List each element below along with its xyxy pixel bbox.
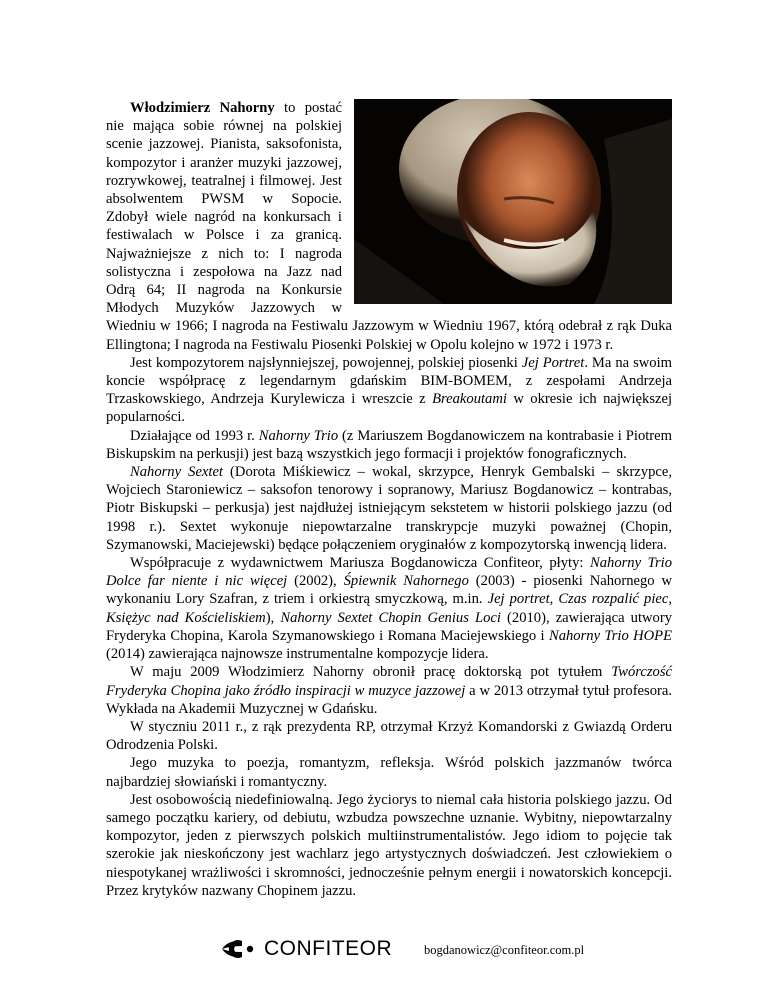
artist-name: Włodzimierz Nahorny (130, 100, 275, 116)
album-title: Nahorny Trio HOPE (548, 627, 673, 644)
footer (220, 934, 585, 964)
text: Jest kompozytorem najsłynniejszej, powojennej, polskiej piosenki (130, 354, 522, 371)
band-name: Nahorny Sextet (130, 464, 223, 481)
text: , (549, 591, 559, 608)
text: . Ma na swoim koncie współpracę z legendarnym gdańskim BIM-BOMEM, z zespołami Andrzeja Trzaskowskiego, Andrzeja Kurylewicza i wreszcie z (106, 354, 672, 408)
band-name: Breakoutami (432, 391, 507, 408)
song-title: Jej portret (487, 591, 550, 608)
text: ), (265, 609, 281, 626)
song-title: Jej Portret (521, 354, 585, 371)
album-title: Nahorny Sextet Chopin Genius Loci (280, 609, 501, 626)
paragraph-sextet (106, 463, 672, 554)
contact-email[interactable]: bogdanowicz@confiteor.com.pl (424, 943, 585, 957)
text: (2010), zawierająca utwory Fryderyka Chopina, Karola Szymanowskiego i Romana Maciejewskiego i (106, 609, 672, 644)
song-title: Księżyc nad Kościeliskiem (106, 609, 266, 626)
portrait-image (354, 99, 672, 304)
text: (2014) zawierająca najnowsze instrumentalne kompozycje lidera. (106, 646, 489, 663)
band-name: Nahorny Trio (258, 427, 339, 444)
paragraph-composer (106, 354, 672, 427)
text: , (668, 591, 673, 608)
paragraph-confiteor (106, 554, 672, 663)
song-title: Czas rozpalić piec (558, 591, 669, 608)
article-body (106, 99, 672, 900)
paragraph-award: W styczniu 2011 r., z rąk prezydenta RP, otrzymał Krzyż Komandorski z Gwiazdą Orderu Odrodzenia Polski. (106, 718, 672, 754)
text: Działające od 1993 r. (130, 427, 259, 444)
intro-text: to postać nie mająca sobie równej na polskiej scenie jazzowej. Pianista, saksofonista, kompozytor i aranżer muzyki jazzowej, rozrywkowej, teatralnej i filmowej. Jest absolwentem PWSM w Sopocie. Zdobył wiele nagród na konkursach i festiwalach w Polsce i za granicą. Najważniejsze z nich to: I nagroda solistyczna i zespołowa na Jazz nad Odrą 64; II nagroda na Konkursie Młodych Muzyków Jazzowych w Wiedniu w 1966; I nagroda na Festiwalu Jazzowym w Wiedniu 1967, którą odebrał z rąk Duka Ellingtona; I nagroda na Festiwalu Piosenki Polskiej w Opolu kolejno w 1972 i 1973 r. (106, 100, 672, 353)
text: w okresie ich największej popularności. (106, 391, 673, 426)
album-title: Śpiewnik Nahornego (343, 573, 469, 590)
confiteor-logo-icon (220, 938, 260, 960)
text: (2002), (287, 573, 344, 590)
text: W maju 2009 Włodzimierz Nahorny obronił pracę doktorską pot tytułem (130, 664, 612, 681)
portrait-photo (354, 99, 672, 304)
text: (Dorota Miśkiewicz – wokal, skrzypce, Henryk Gembalski – skrzypce, Wojciech Staroniewicz – saksofon tenorowy i sopranowy, Mariusz Bogdanowicz – kontrabas, Piotr Biskupski – perkusja) jest najdłużej istniejącym sekstetem w historii polskiego jazzu (od 1998 r.). Sextet wykonuje niepowtarzalne transkrypcje muzyki poważnej (Chopin, Szymanowski, Maciejewski) będące połączeniem oryginałów z kompozytorską inwencją lidera. (106, 464, 672, 553)
paragraph-trio (106, 427, 672, 463)
paragraph-doctorate (106, 663, 672, 718)
paragraph-personality: Jest osobowością niedefiniowalną. Jego życiorys to niemal cała historia polskiego jazzu. Od samego początku kariery, od debiutu, wzbudza powszechne uznanie. Wybitny, niepowtarzalny kompozytor, jeden z pierwszych polskich multiinstrumentalistów. Jego idiom to pojęcie tak szerokie jak nieskończony jest wachlarz jego artystycznych doświadczeń. Jest człowiekiem o niespotykanej wrażliwości i skromności, jednocześnie pełnym energii i nowatorskich koncepcji. Przez krytyków nazwany Chopinem jazzu. (106, 791, 672, 899)
text: a w 2013 otrzymał tytuł profesora. Wykłada na Akademii Muzycznej w Gdańsku. (106, 682, 672, 717)
thesis-title: Twórczość Fryderyka Chopina jako źródło inspiracji w muzyce jazzowej (106, 664, 672, 699)
album-title: Nahorny Trio Dolce far niente i nic więcej (106, 555, 672, 590)
paragraph-music: Jego muzyka to poezja, romantyzm, refleksja. Wśród polskich jazzmanów twórca najbardziej słowiański i romantyczny. (106, 755, 672, 790)
text: (2003) - piosenki Nahornego w wykonaniu Lory Szafran, z triem i orkiestrą smyczkową, m.in. (106, 573, 673, 608)
confiteor-logo (220, 934, 392, 964)
text: (z Mariuszem Bogdanowiczem na kontrabasie i Piotrem Biskupskim na perkusji) jest bazą wszystkich jego formacji i projektów fonograficznych. (106, 427, 672, 462)
confiteor-logo-text: CONFITEOR (264, 937, 393, 960)
text: Współpracuje z wydawnictwem Mariusza Bogdanowicza Confiteor, płyty: (130, 555, 590, 572)
